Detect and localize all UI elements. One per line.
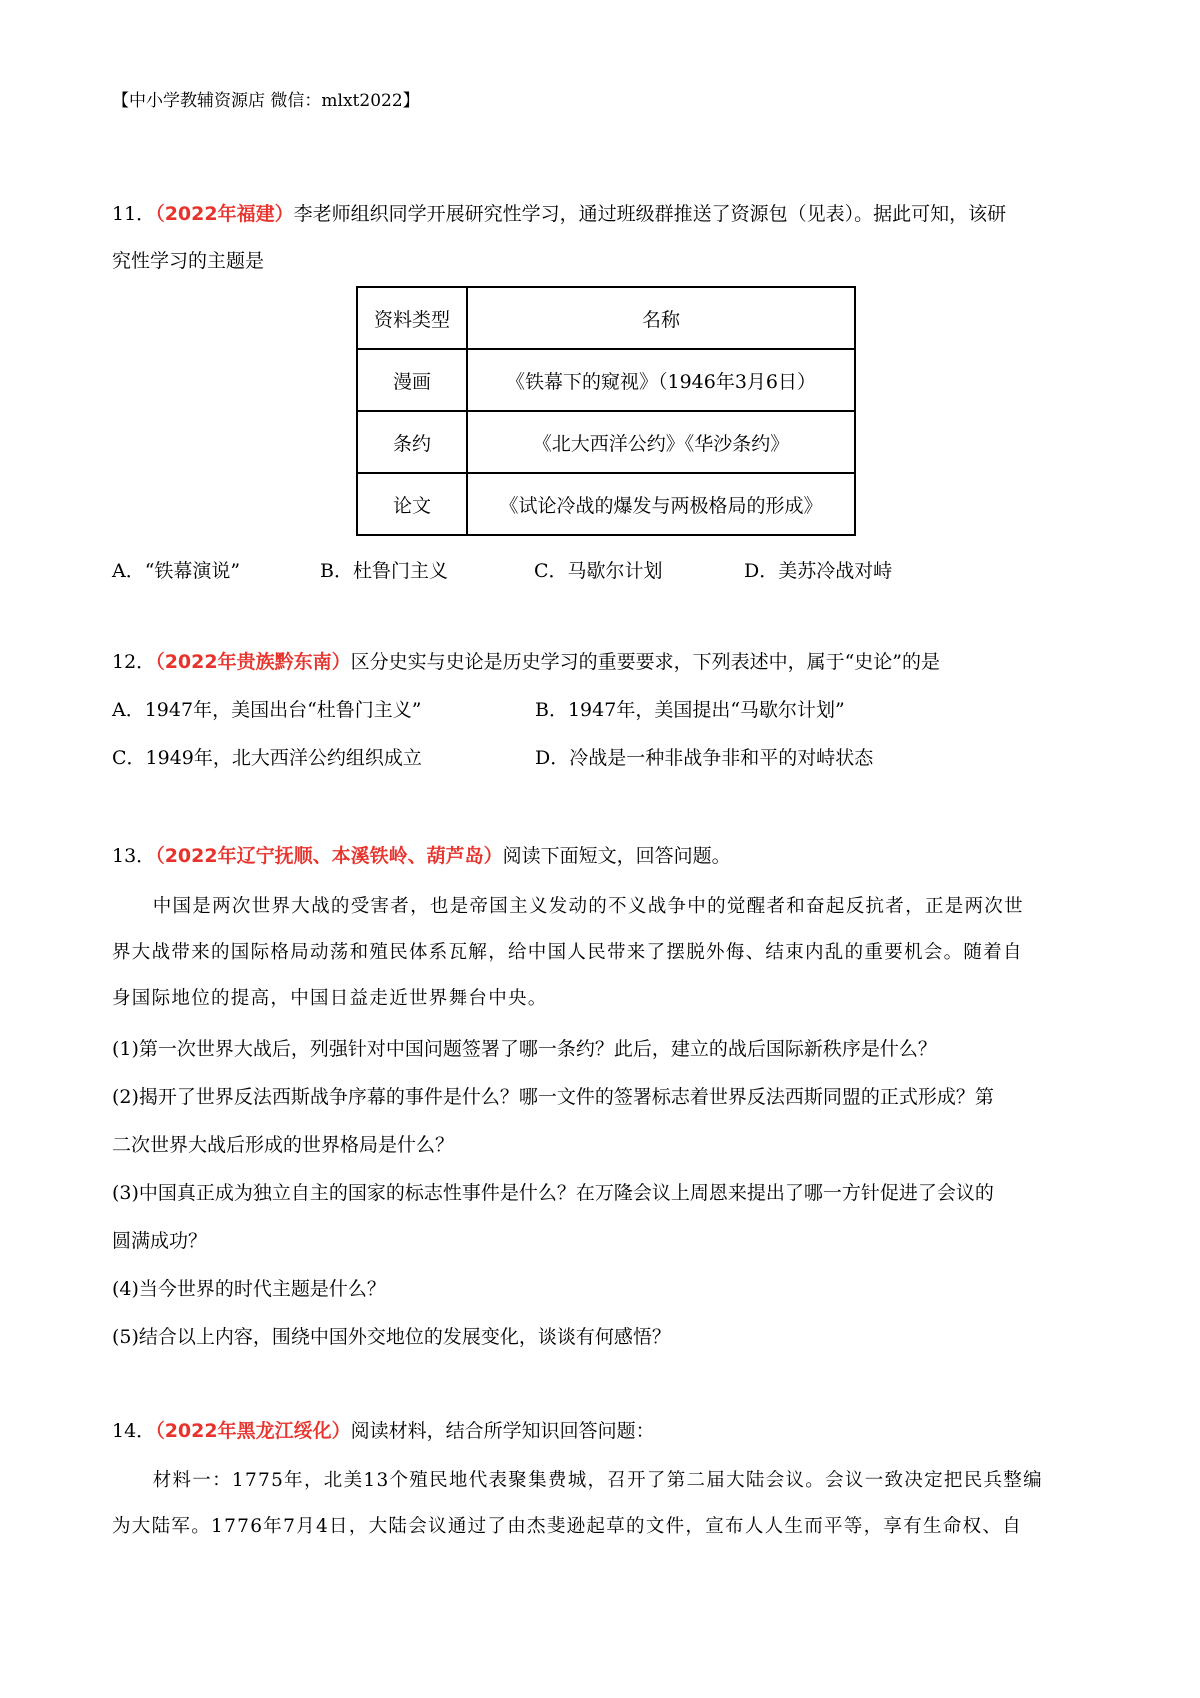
q13-stem: 阅读下面短文，回答问题。 [502, 845, 731, 867]
q13-passage-line3: 身国际地位的提高，中国日益走近世界舞台中央。 [112, 988, 548, 1009]
q11-option-a: A．“铁幕演说” [112, 560, 241, 582]
q13-sub2-line2: 二次世界大战后形成的世界格局是什么？ [112, 1134, 455, 1156]
q14-stem-line [112, 1415, 1102, 1448]
table-header-name: 名称 [467, 287, 855, 349]
q11-options [112, 556, 1102, 589]
q11-stem-line2: 究性学习的主题是 [112, 250, 265, 272]
q13-sub3-line2: 圆满成功？ [112, 1230, 208, 1252]
q12-stem-line [112, 646, 1102, 679]
watermark-header: 【中小学教辅资源店 微信：mlxt2022】 [112, 91, 420, 111]
table-cell: 论文 [357, 473, 467, 535]
table-row [357, 411, 855, 473]
q14-stem: 阅读材料，结合所学知识回答问题： [350, 1420, 655, 1442]
q12-source: （2022年贵族黔东南） [155, 651, 351, 673]
table-header-row [357, 287, 855, 349]
q13-passage-line2: 界大战带来的国际格局动荡和殖民体系瓦解，给中国人民带来了摆脱外侮、结束内乱的重要机会。随着自 [112, 942, 1023, 963]
q13-passage-line1: 中国是两次世界大战的受害者，也是帝国主义发动的不义战争中的觉醒者和奋起反抗者，正是两次世 [152, 896, 1024, 917]
table-cell: 漫画 [357, 349, 467, 411]
table-header-type: 资料类型 [357, 287, 467, 349]
q11-option-d: D．美苏冷战对峙 [744, 560, 893, 582]
q13-sub5: (5)结合以上内容，围绕中国外交地位的发展变化，谈谈有何感悟？ [112, 1326, 671, 1348]
question-11 [112, 198, 1102, 278]
q14-material-line2: 为大陆军。1776年7月4日，大陆会议通过了由杰斐逊起草的文件，宣布人人生而平等，享有生命权、自 [112, 1516, 1023, 1537]
table-cell: 《试论冷战的爆发与两极格局的形成》 [467, 473, 855, 535]
q13-stem-line [112, 840, 1102, 873]
q11-stem: 李老师组织同学开展研究性学习，通过班级群推送了资源包（见表）。据此可知，该研 [293, 203, 1007, 225]
q12-option-c: C．1949年，北大西洋公约组织成立 [112, 747, 422, 769]
q11-option-b: B．杜鲁门主义 [320, 560, 448, 582]
q12-options-row2 [112, 743, 1102, 776]
table-cell: 《铁幕下的窥视》（1946年3月6日） [467, 349, 855, 411]
q13-subquestions [112, 1033, 1102, 1354]
q13-sub4: (4)当今世界的时代主题是什么？ [112, 1278, 386, 1300]
q14-source: （2022年黑龙江绥化） [155, 1420, 351, 1442]
q12-option-b: B．1947年，美国提出“马歇尔计划” [535, 699, 845, 721]
q12-stem: 区分史实与史论是历史学习的重要要求，下列表述中，属于“史论”的是 [350, 651, 941, 673]
q11-source: （2022年福建） [155, 203, 294, 225]
q12-option-d: D．冷战是一种非战争非和平的对峙状态 [535, 747, 874, 769]
q12-option-a: A．1947年，美国出台“杜鲁门主义” [112, 699, 422, 721]
table-cell: 《北大西洋公约》《华沙条约》 [467, 411, 855, 473]
table-row [357, 473, 855, 535]
q13-source: （2022年辽宁抚顺、本溪铁岭、葫芦岛） [155, 845, 503, 867]
question-14 [112, 1415, 1102, 1448]
q14-material [112, 1464, 1102, 1544]
table-row [357, 349, 855, 411]
q13-sub2-line1: (2)揭开了世界反法西斯战争序幕的事件是什么？哪一文件的签署标志着世界反法西斯同盟的正式形成？第 [112, 1086, 994, 1108]
q11-stem-line1 [112, 198, 1102, 231]
question-12 [112, 646, 1102, 679]
q12-options-row1 [112, 695, 1102, 728]
q13-passage [112, 890, 1102, 1016]
q11-option-c: C．马歇尔计划 [534, 560, 663, 582]
q13-number: 13． [112, 845, 156, 867]
q11-number: 11． [112, 203, 156, 225]
q12-number: 12． [112, 651, 156, 673]
q13-sub1: (1)第一次世界大战后，列强针对中国问题签署了哪一条约？此后，建立的战后国际新秩序是什么？ [112, 1038, 937, 1060]
question-13 [112, 840, 1102, 873]
q14-number: 14． [112, 1420, 156, 1442]
q13-sub3-line1: (3)中国真正成为独立自主的国家的标志性事件是什么？在万隆会议上周恩来提出了哪一方针促进了会议的 [112, 1182, 994, 1204]
table-cell: 条约 [357, 411, 467, 473]
q14-material-line1: 材料一：1775年，北美13个殖民地代表聚集费城，召开了第二届大陆会议。会议一致决定把民兵整编 [152, 1470, 1043, 1491]
resource-table [356, 286, 856, 536]
